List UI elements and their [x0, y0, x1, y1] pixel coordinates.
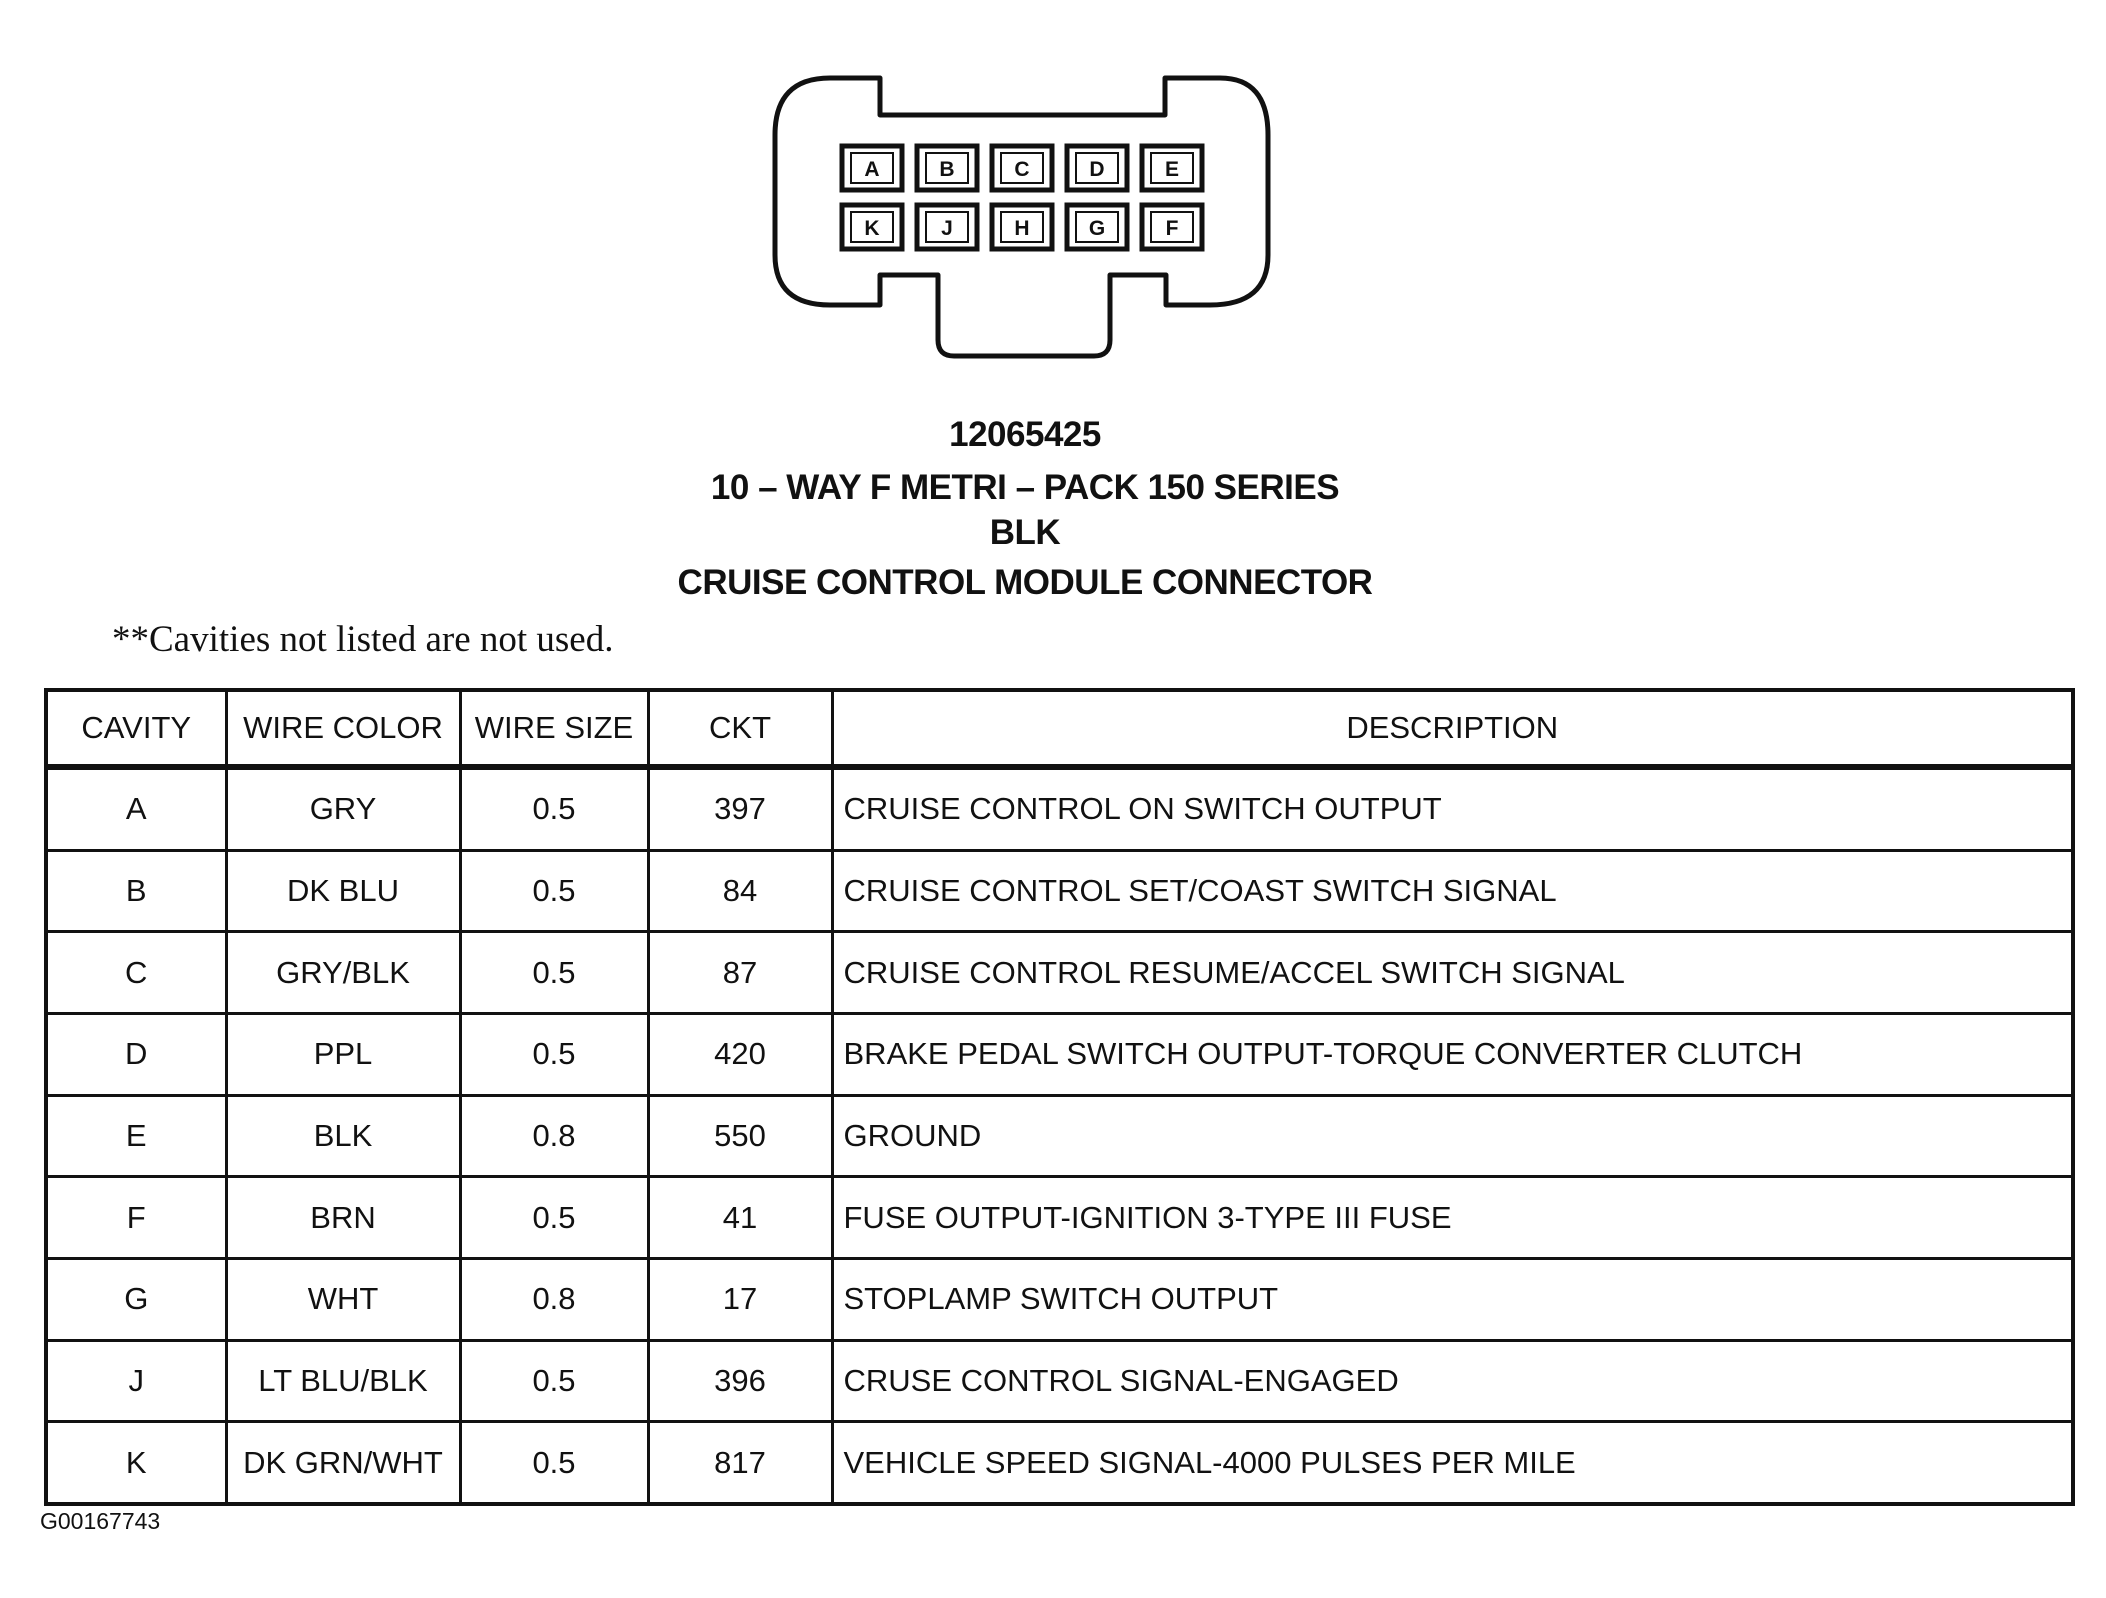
cell-description: FUSE OUTPUT-IGNITION 3-TYPE III FUSE [832, 1177, 2073, 1259]
cell-wire-color: BLK [226, 1095, 460, 1177]
cell-ckt: 87 [648, 932, 832, 1014]
pin-cavity-c [992, 146, 1052, 190]
cell-description: STOPLAMP SWITCH OUTPUT [832, 1258, 2073, 1340]
table-row [46, 1340, 2073, 1422]
pin-cavity-h [992, 205, 1052, 249]
cell-cavity: C [46, 932, 226, 1014]
table-row [46, 850, 2073, 932]
pin-cavity-f [1142, 205, 1202, 249]
cell-wire-size: 0.5 [460, 1422, 648, 1504]
cell-cavity: D [46, 1013, 226, 1095]
cell-wire-color: WHT [226, 1258, 460, 1340]
table-row [46, 932, 2073, 1014]
cell-wire-size: 0.8 [460, 1095, 648, 1177]
cell-wire-size: 0.5 [460, 1013, 648, 1095]
figure-id: G00167743 [40, 1508, 161, 1534]
pin-cavity-a [842, 146, 902, 190]
cell-description: CRUISE CONTROL RESUME/ACCEL SWITCH SIGNAL [832, 932, 2073, 1014]
cell-ckt: 396 [648, 1340, 832, 1422]
cell-wire-size: 0.5 [460, 850, 648, 932]
pin-label: B [939, 158, 955, 181]
header-cavity: CAVITY [46, 690, 226, 767]
cell-ckt: 420 [648, 1013, 832, 1095]
table-row [46, 1422, 2073, 1504]
pin-cavity-g [1067, 205, 1127, 249]
cell-wire-color: BRN [226, 1177, 460, 1259]
cell-wire-size: 0.5 [460, 1177, 648, 1259]
cell-cavity: G [46, 1258, 226, 1340]
cell-description: GROUND [832, 1095, 2073, 1177]
header-wire-color: WIRE COLOR [226, 690, 460, 767]
table-row [46, 1013, 2073, 1095]
cell-wire-size: 0.5 [460, 767, 648, 850]
cell-ckt: 84 [648, 850, 832, 932]
pin-label: J [941, 217, 953, 240]
cell-wire-size: 0.5 [460, 932, 648, 1014]
cell-ckt: 17 [648, 1258, 832, 1340]
pin-cavity-d [1067, 146, 1127, 190]
cell-wire-size: 0.5 [460, 1340, 648, 1422]
pin-label: D [1089, 158, 1105, 181]
cavity-table [44, 688, 2075, 1506]
pin-label: F [1165, 217, 1179, 240]
header-ckt: CKT [648, 690, 832, 767]
unused-cavities-note: **Cavities not listed are not used. [112, 619, 614, 660]
cell-ckt: 41 [648, 1177, 832, 1259]
connector-color: BLK [989, 513, 1061, 552]
table-row [46, 767, 2073, 850]
pin-cavity-e [1142, 146, 1202, 190]
pin-label: K [864, 217, 880, 240]
pin-label: C [1014, 158, 1030, 181]
cell-ckt: 397 [648, 767, 832, 850]
cell-cavity: E [46, 1095, 226, 1177]
cell-wire-size: 0.8 [460, 1258, 648, 1340]
cell-wire-color: GRY [226, 767, 460, 850]
table-header-row [46, 690, 2073, 767]
cell-wire-color: LT BLU/BLK [226, 1340, 460, 1422]
pin-label: H [1014, 217, 1030, 240]
cell-cavity: B [46, 850, 226, 932]
table-row [46, 1177, 2073, 1259]
connector-part-number: 12065425 [949, 415, 1101, 454]
cell-description: BRAKE PEDAL SWITCH OUTPUT-TORQUE CONVERTER CLUTCH [832, 1013, 2073, 1095]
pin-label: E [1164, 158, 1180, 181]
cell-wire-color: DK BLU [226, 850, 460, 932]
table-row [46, 1258, 2073, 1340]
cell-description: VEHICLE SPEED SIGNAL-4000 PULSES PER MILE [832, 1422, 2073, 1504]
cell-cavity: K [46, 1422, 226, 1504]
pin-cavity-j [917, 205, 977, 249]
cell-description: CRUISE CONTROL SET/COAST SWITCH SIGNAL [832, 850, 2073, 932]
connector-name: CRUISE CONTROL MODULE CONNECTOR [677, 563, 1373, 602]
cell-ckt: 550 [648, 1095, 832, 1177]
cell-ckt: 817 [648, 1422, 832, 1504]
pin-cavity-k [842, 205, 902, 249]
table-row [46, 1095, 2073, 1177]
connector-face-diagram [0, 0, 2106, 400]
cell-wire-color: DK GRN/WHT [226, 1422, 460, 1504]
cell-wire-color: GRY/BLK [226, 932, 460, 1014]
header-description: DESCRIPTION [832, 690, 2073, 767]
cell-cavity: F [46, 1177, 226, 1259]
cell-cavity: A [46, 767, 226, 850]
header-wire-size: WIRE SIZE [460, 690, 648, 767]
pin-label: G [1088, 217, 1106, 240]
pin-label: A [864, 158, 880, 181]
cell-wire-color: PPL [226, 1013, 460, 1095]
connector-type: 10 – WAY F METRI – PACK 150 SERIES [710, 468, 1340, 507]
cell-description: CRUISE CONTROL ON SWITCH OUTPUT [832, 767, 2073, 850]
cell-description: CRUSE CONTROL SIGNAL-ENGAGED [832, 1340, 2073, 1422]
pin-cavity-b [917, 146, 977, 190]
cell-cavity: J [46, 1340, 226, 1422]
